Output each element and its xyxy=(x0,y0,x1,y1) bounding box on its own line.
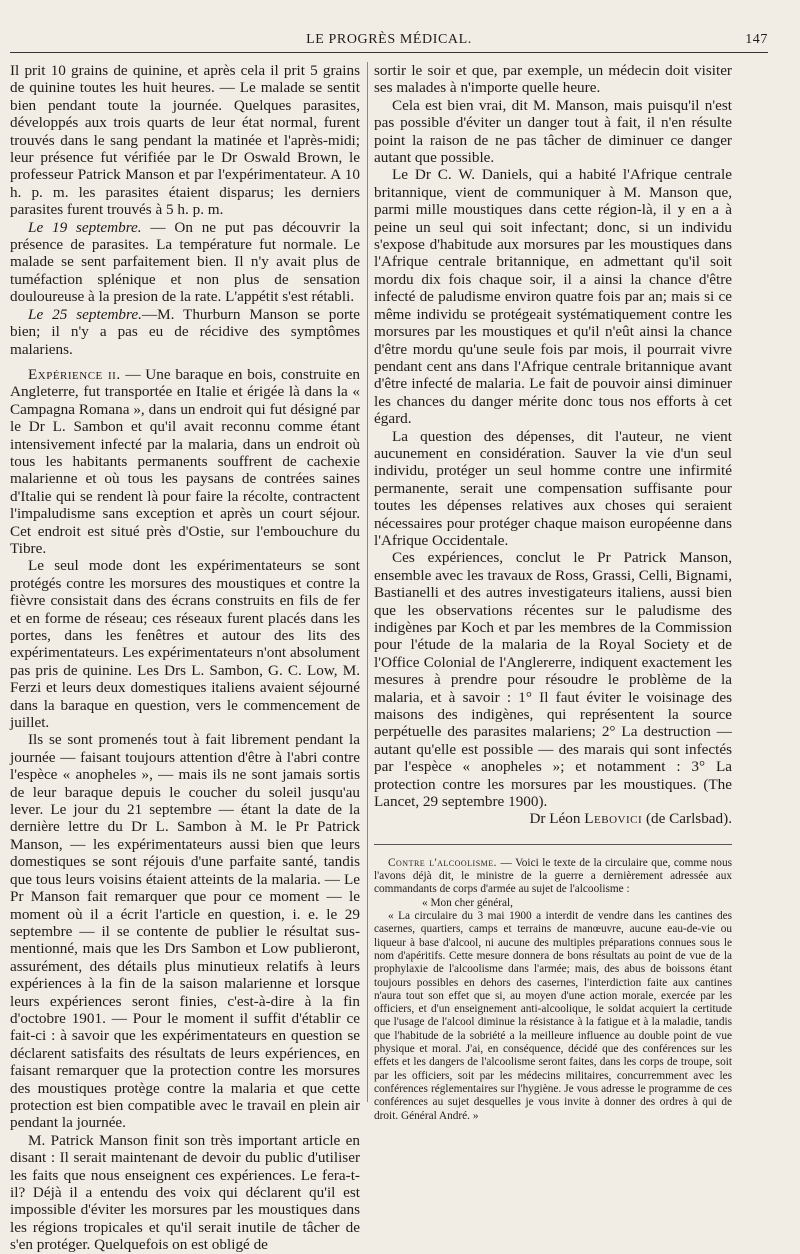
journal-title: LE PROGRÈS MÉDICAL. xyxy=(306,32,472,47)
notice-intro: — Voici le texte de la circulaire que, comme nous l'avons déjà dit, le ministre de la guerre a dernièrement adressée aux commandants de corps d'armée au sujet de l'alcoolisme : xyxy=(374,856,732,896)
paragraph xyxy=(10,366,360,557)
notice-salutation: « Mon cher général, xyxy=(422,896,513,909)
paragraph-text: — Une baraque en bois, construite en Angleterre, fut transportée en Italie et érigée là dans la « Campagna Romana », dans un endroit qui fut désigné par le Dr L. Sambon et qu'il avait reconnu comme étant intensivement infecté par la malaria, dans un endroit où tous les habitants permanents souffrent de cachexie malarienne et où tous les paysans de contrées saines d'Italie qui se rendent là pour faire la récolte, contractent l'impaludisme sans exception et après un court séjour. Cet endroit est situé près d'Ostie, sur l'embouchure du Tibre. xyxy=(10,365,360,557)
date-label: Le 25 septembre. xyxy=(28,305,142,323)
running-header xyxy=(10,30,768,53)
notice-title: Contre l'alcoolisme. xyxy=(388,856,497,869)
paragraph: Le seul mode dont les expérimentateurs se sont protégés contre les morsures des moustiques et contre la fièvre consistait dans des écrans construits en fils de fer et en forme de réseau; ces réseaux furent placés dans les portes, dans les fenêtres et autour des lits des expérimentateurs. Les expérimentateurs n'ont absolument pas pris de quinine. Les Drs L. Sambon, G. C. Low, M. Ferzi et leurs deux domestiques italiens avaient séjourné dans la baraque en question, vers le commencement de juillet. xyxy=(10,557,360,732)
alcoholism-notice xyxy=(374,857,732,1123)
paragraph: Cela est bien vrai, dit M. Manson, mais puisqu'il n'est pas possible d'éviter un danger tout à fait, il n'en résulte point la raison de ne pas tâcher de diminuer ce danger autant que possible. xyxy=(374,96,732,167)
date-label: Le 19 septembre. xyxy=(28,218,142,236)
paragraph: M. Patrick Manson finit son très important article en disant : Il serait maintenant de devoir du public d'utiliser les faits que nous enseignent ces expériences. Le fera-t-il? Déjà il a entendu des voix qui déclarent qu'il est impossible d'éviter les morsures par les moustiques dans les régions tropicales et qu'il serait inutile de tâcher de s'en protéger. Quelquefois on est obligé de xyxy=(10,1131,360,1254)
paragraph: Il prit 10 grains de quinine, et après cela il prit 5 grains de quinine toutes les huit heures. — Le malade se sentit bien pendant toute la journée. Quelques parasites, développés aux trois quarts de leur état normal, furent trouvés dans le sang pendant la matinée et l'après-midi; leur présence fut vérifiée par le Dr Oswald Brown, le professeur Patrick Manson et par l'expérimentateur. A 10 h. p. m. les parasites étaient disparus; les derniers parasites furent trouvés à 5 h. p. m. xyxy=(10,62,360,219)
section-divider xyxy=(374,844,732,845)
paragraph xyxy=(10,306,360,358)
column-rule xyxy=(367,62,368,1102)
paragraph: La question des dépenses, dit l'auteur, ne vient aucunement en considération. Sauver la vie d'un seul individu, protéger un seul homme contre une infirmité permanente, serait une compensation suffisante pour toutes les dépenses relatives aux choses qui seraient nécessaires pour protéger chaque maison européenne dans l'Afrique Occidentale. xyxy=(374,427,732,549)
paragraph xyxy=(10,219,360,306)
page-number: 147 xyxy=(745,32,768,47)
section-label: Expérience ii. xyxy=(28,365,121,383)
paragraph: sortir le soir et que, par exemple, un médecin doit visiter ses malades à n'importe quelle heure. xyxy=(374,62,732,97)
notice-heading xyxy=(374,857,732,897)
right-column xyxy=(374,62,732,1122)
paragraph: Ces expériences, conclut le Pr Patrick Manson, ensemble avec les travaux de Ross, Grassi, Celli, Bignami, Bastianelli et des autres investigateurs italiens, aussi bien que les observations récentes sur le paludisme des indigènes par Koch et par les membres de la Commission pour l'étude de la malaria de la Royal Society et de l'Office Colonial de l'Anglererre, indiquent exactement les mesures à prendre pour résoudre le problème de la malaria, et à savoir : 1° Il faut éviter le voisinage des maisons des indigènes, qui représentent la source perpétuelle des parasites malariens; 2° La destruction — autant qu'elle est possible — des marais qui sont infectés par l'espèce « anopheles »; et notamment : 3° La protection contre les morsures par les moustiques. (The Lancet, 29 septembre 1900). xyxy=(374,549,732,811)
signature-name: Lebovici xyxy=(584,810,643,828)
paragraph: Ils se sont promenés tout à fait librement pendant la journée — faisant toujours attention d'être à l'abri contre l'espèce « anopheles », — mais ils ne sont jamais sortis de leur baraque depuis le coucher du soleil jusqu'au lever. Le jour du 21 septembre — étant la date de la dernière lettre du Dr L. Sambon à M. le Pr Patrick Manson, — les expérimentateurs aussi bien que leurs domestiques se sont réjouis d'une parfaite santé, tandis que tous leurs voisins étaient atteints de la malaria. — Le Pr Manson fait remarquer que pour ce moment — le moment où il a écrit l'article en question, i. e. le 29 septembre — il se contente de publier le résultat sus-mentionné, mais que les Drs Sambon et Low publieront, assurément, des détails plus minutieux relatifs à leurs expériences à la fin de la saison malarienne et lorsque leurs expériences seront finies, c'est-à-dire à la fin d'octobre 1901. — Pour le moment il suffit d'établir ce fait-ci : à savoir que les expérimentateurs en question se déclarent satisfaits des résultats de leurs expériences, en faisant remarquer que la protection contre les morsures des moustiques protège contre la malaria et que cette protection est bien compatible avec le travail en plein air pendant la journée. xyxy=(10,731,360,1132)
paragraph-text: — On ne put pas découvrir la présence de parasites. La température fut normale. Le malade se sent parfaitement bien. Il n'y avait plus de tuméfaction splénique et non plus de sensation douloureuse à la presion de la rate. L'appétit s'est rétabli. xyxy=(10,218,361,306)
left-column xyxy=(10,62,361,1254)
paragraph-text: —M. Thurburn Manson se porte bien; il n'y a pas eu de récidive des symptômes malariens. xyxy=(10,305,361,358)
author-signature xyxy=(374,810,732,827)
signature-suffix: (de Carlsbad). xyxy=(642,810,732,828)
paragraph: Le Dr C. W. Daniels, qui a habité l'Afrique centrale britannique, vient de communiquer à M. Manson que, parmi mille moustiques dans cette région-là, il y en a à peine un seul qui soit infectant; donc, si un individu s'expose d'habitude aux morsures par les moustiques dans l'Afrique centrale britannique, en admettant qu'il soit mordu dix fois chaque soir, il a ainsi la chance d'être infecté de paludisme environ quatre fois par an; mais si ce même individu se protégeait systématiquement contre les morsures par les moustiques et qu'il n'eût ainsi la chance d'être mordu qu'une seule fois par mois, il pourrait vivre pendant cent ans dans l'Afrique centrale britannique avant d'être infecté de malaria. Le fait de pouvoir ainsi diminuer les chances du danger mérite donc tous nos efforts à cet égard. xyxy=(374,166,732,428)
signature-prefix: Dr Léon xyxy=(529,810,585,828)
notice-body: « La circulaire du 3 mai 1900 a interdit de vendre dans les cantines des casernes, quartiers, camps et terrains de manœuvre, aucune eau-de-vie ou liqueur à base d'alcool, ni aucune des multiples préparations connues sous le nom d'apéritifs. Cette mesure donnera de bons résultats au point de vue de la prophylaxie de l'alcoolisme dans l'armée; mais, des abus de boissons étant toujours possibles en dehors des casernes, l'interdiction faite aux cantines n'aura tout son effet que si, au moyen d'une action morale, exercée par les officiers, et d'un enseignement anti-alcoolique, le soldat acquiert la certitude que l'usage de l'alcool diminue la résistance à la fatigue et à la maladie, tandis que l'habitude de la sobriété a la meilleure influence au double point de vue physique et moral. J'ai, en conséquence, décidé que des conférences sur les effets et les dangers de l'alcoolisme seront faites, dans les corps de troupe, soit par les officiers, soit par les médecins militaires, concurremment avec les conférences réglementaires sur l'hygiène. Je vous adresse le programme de ces conférences au sujet desquelles je vous invite à donner des ordres à qui de droit. Général André. » xyxy=(374,910,732,1122)
